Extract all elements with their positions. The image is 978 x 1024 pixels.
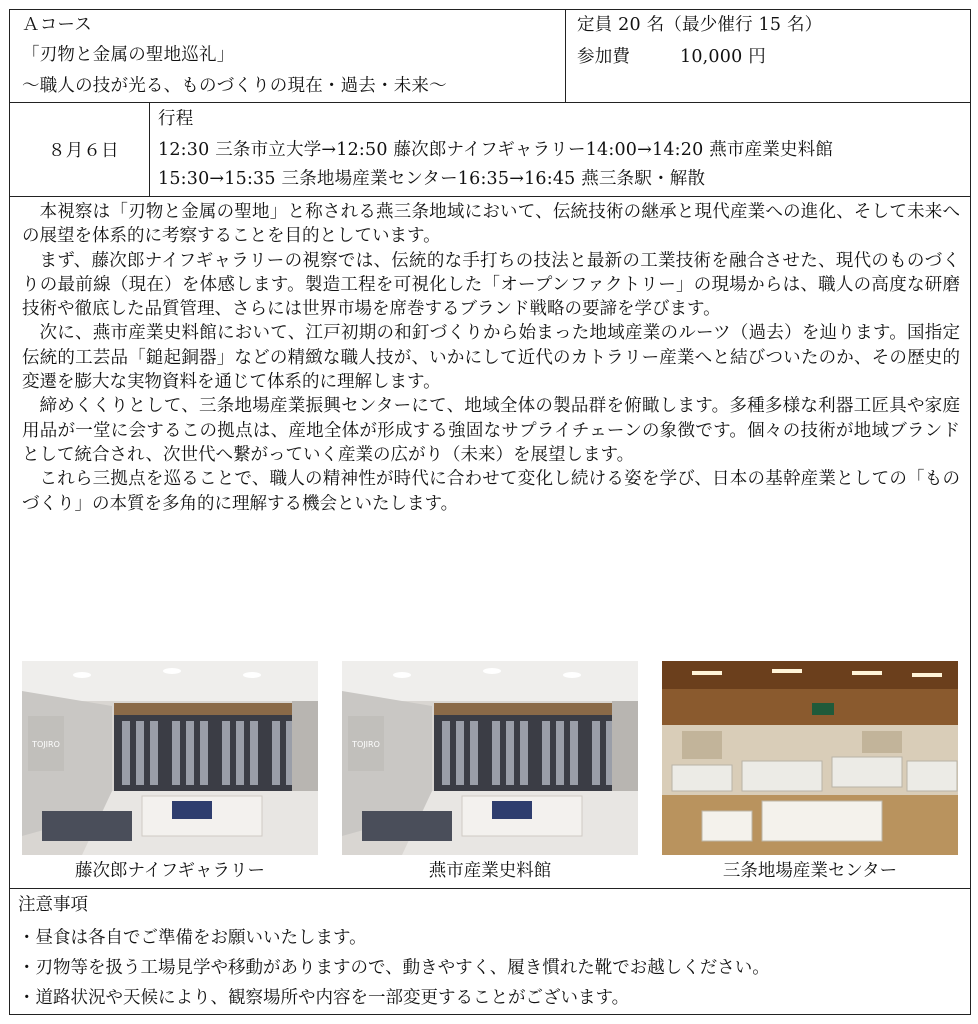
description-paragraph: 次に、燕市産業史料館において、江戸初期の和釘づくりから始まった地域産業のルーツ（過去）を辿ります。国指定伝統的工芸品「鎚起銅器」などの精緻な職人技が、いかにして近代のカトラリー産業へと結びついたのか、その歴史的変遷を膨大な実物資料を通じて体系的に理解します。 xyxy=(22,323,960,393)
photo-industry-center xyxy=(662,661,958,855)
divider xyxy=(10,888,970,889)
description-paragraph: これら三拠点を巡ることで、職人の精神性が時代に合わせて変化し続ける姿を学び、日本の基幹産業としての「ものづくり」の本質を多角的に理解する機会といたします。 xyxy=(22,469,960,514)
schedule-line-1: 12:30 三条市立大学→12:50 藤次郎ナイフギャラリー14:00→14:20 燕市産業史料館 xyxy=(158,140,834,160)
photo-knife-gallery xyxy=(22,661,318,855)
note-item: ・昼食は各自でご準備をお願いいたします。 xyxy=(18,928,367,948)
course-subtitle: ～職人の技が光る、ものづくりの現在・過去・未来～ xyxy=(22,76,447,96)
fee-value: 10,000 円 xyxy=(680,47,766,67)
capacity: 定員 20 名（最少催行 15 名） xyxy=(577,15,823,35)
tour-date: ８月６日 xyxy=(48,141,119,161)
course-document xyxy=(9,9,971,1015)
course-title: 「刃物と金属の聖地巡礼」 xyxy=(22,45,235,65)
description-paragraph: まず、藤次郎ナイフギャラリーの視察では、伝統的な手打ちの技法と最新の工業技術を融合させた、現代のものづくりの最前線（現在）を体感します。製造工程を可視化した「オープンファクトリー」の現場からは、職人の高度な研磨技術や徹底した品質管理、さらには世界市場を席巻するブランド戦略の要諦を学びます。 xyxy=(22,250,960,320)
description xyxy=(22,200,960,516)
description-paragraph: 締めくくりとして、三条地場産業振興センターにて、地域全体の製品群を俯瞰します。多種多様な利器工匠具や家庭用品が一堂に会するこの拠点は、産地全体が形成する強固なサプライチェーンの象徴です。個々の技術が地域ブランドとして統合され、次世代へ繋がっていく産業の広がり（未来）を展望します。 xyxy=(22,396,960,465)
schedule-line-2: 15:30→15:35 三条地場産業センター16:35→16:45 燕三条駅・解散 xyxy=(158,169,706,189)
shop-sign-text: TOJIRO xyxy=(32,740,60,749)
photo-industry-museum xyxy=(342,661,638,855)
course-name: Ａコース xyxy=(22,15,92,35)
description-paragraph: 本視察は「刃物と金属の聖地」と称される燕三条地域において、伝統技術の継承と現代産業への進化、そして未来への展望を体系的に考察することを目的としています。 xyxy=(22,202,960,247)
gallery-interior-image xyxy=(22,661,318,855)
schedule-divider xyxy=(149,102,150,196)
divider xyxy=(10,102,970,103)
note-item: ・道路状況や天候により、観察場所や内容を一部変更することがございます。 xyxy=(18,988,630,1008)
fee-label: 参加費 xyxy=(577,47,631,67)
shop-sign-text: TOJIRO xyxy=(352,740,380,749)
notes-heading: 注意事項 xyxy=(18,895,88,915)
photo-caption: 藤次郎ナイフギャラリー xyxy=(74,861,266,881)
museum-interior-image xyxy=(342,661,638,855)
header-divider xyxy=(565,10,566,102)
photo-caption: 三条地場産業センター xyxy=(722,861,898,881)
photo-caption: 燕市産業史料館 xyxy=(428,861,552,881)
note-item: ・刃物等を扱う工場見学や移動がありますので、動きやすく、履き慣れた靴でお越しください。 xyxy=(18,958,770,978)
divider xyxy=(10,196,970,197)
center-interior-image xyxy=(662,661,958,855)
schedule-heading: 行程 xyxy=(158,109,194,129)
